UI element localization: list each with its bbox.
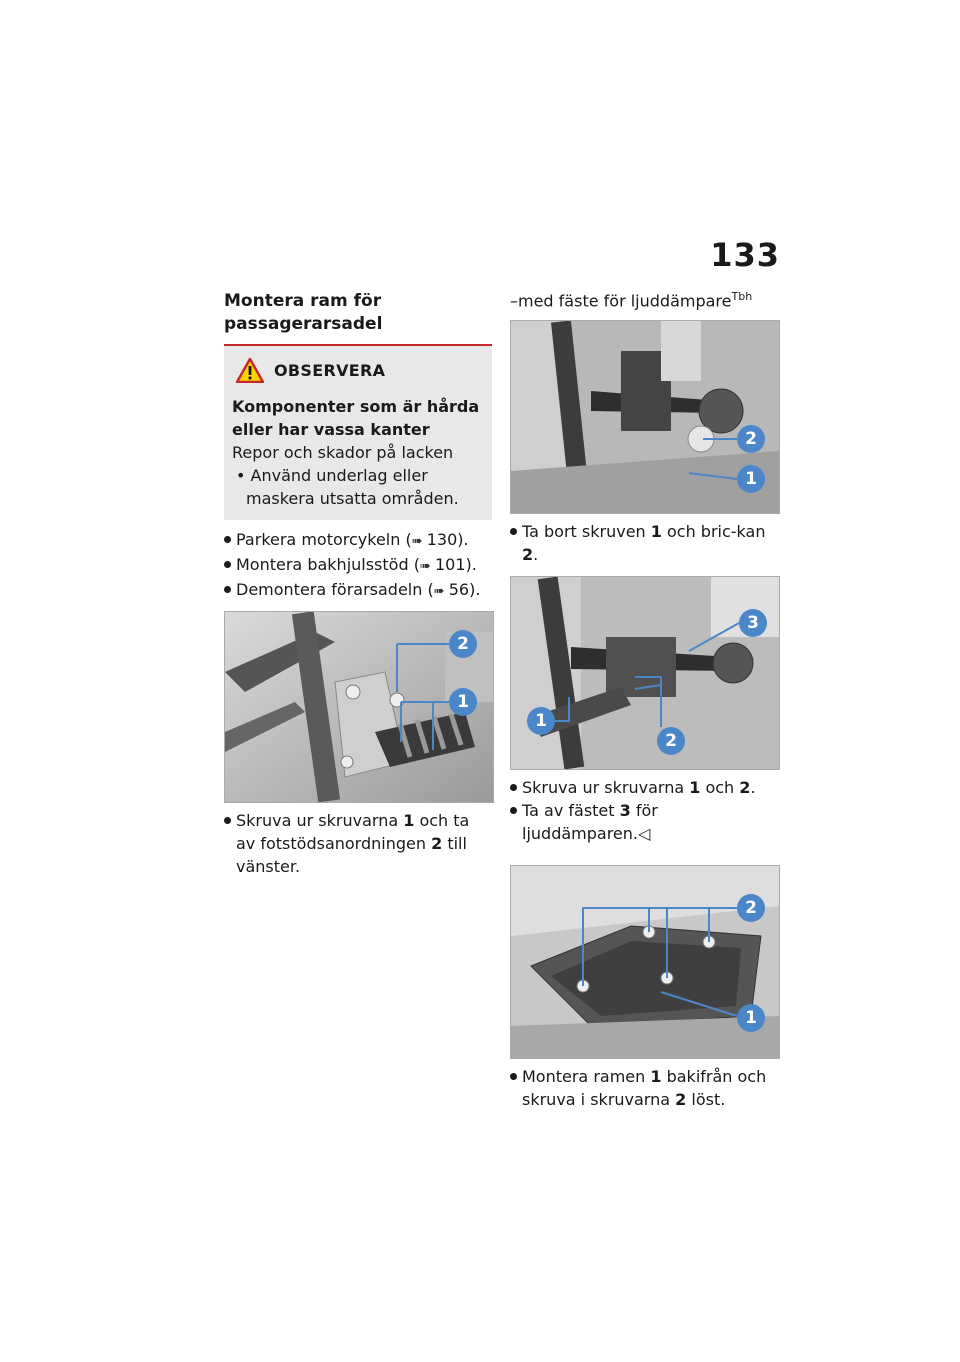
step-text: och bbox=[700, 778, 740, 798]
step-text: Ta av fästet bbox=[522, 801, 620, 821]
callout-layer bbox=[511, 866, 779, 1058]
variant-text: med fäste för ljuddämpare bbox=[518, 291, 732, 311]
ref-number: 1 bbox=[403, 811, 415, 830]
bullet-dot bbox=[224, 586, 231, 593]
bullet-dot bbox=[224, 561, 231, 568]
figure-muffler-bracket bbox=[510, 576, 780, 770]
step-remove-seat bbox=[224, 578, 492, 603]
step-text: Parkera motorcykeln ( bbox=[236, 530, 412, 549]
callout-1: 1 bbox=[737, 465, 765, 493]
step-text: och bric-kan bbox=[661, 522, 766, 542]
warning-bullet: • Använd underlag eller maskera utsatta områden. bbox=[236, 466, 459, 508]
reference-arrow-icon: ➠ bbox=[419, 559, 435, 574]
callout-lines bbox=[511, 866, 779, 1058]
bullet-dot bbox=[510, 784, 517, 791]
ref-number: 1 bbox=[689, 778, 701, 798]
warning-header bbox=[236, 358, 484, 383]
ref-number: 2 bbox=[739, 778, 751, 798]
callout-layer bbox=[225, 612, 493, 802]
page-number: 133 bbox=[710, 236, 780, 274]
warning-text: Repor och skador på lacken bbox=[232, 443, 454, 462]
step-text: löst. bbox=[686, 1090, 726, 1110]
step-unscrew-bolts bbox=[510, 776, 780, 799]
variant-line: –med fäste för ljuddämpare$^{Tbh}$ bbox=[510, 290, 753, 311]
step-text: Demontera förarsadeln ( bbox=[236, 580, 434, 599]
bullet-dot bbox=[510, 528, 517, 535]
ref-number: 1 bbox=[650, 522, 662, 542]
reference-arrow-icon: ➠ bbox=[433, 584, 449, 599]
left-column bbox=[224, 286, 492, 878]
ref-number: 2 bbox=[522, 545, 534, 565]
end-of-procedure-icon: ◁ bbox=[638, 824, 651, 844]
warning-box bbox=[224, 346, 492, 520]
ref-number: 2 bbox=[675, 1090, 687, 1110]
step-remove-screw bbox=[510, 520, 780, 566]
page-reference-link[interactable]: 56 bbox=[448, 580, 470, 599]
callout-layer bbox=[511, 577, 779, 769]
step-text: Ta bort skruven bbox=[522, 522, 651, 542]
step-rear-stand bbox=[224, 553, 492, 578]
step-text: Montera bakhjulsstöd ( bbox=[236, 555, 420, 574]
callout-3: 3 bbox=[739, 609, 767, 637]
section-title: Montera ram för passagerarsadel bbox=[224, 291, 383, 334]
variant-superscript: Tbh bbox=[731, 290, 753, 303]
callout-2: 2 bbox=[737, 894, 765, 922]
step-end: ). bbox=[457, 530, 469, 549]
step-text: Montera ramen bbox=[522, 1067, 651, 1087]
callout-2: 2 bbox=[657, 727, 685, 755]
step-text: till vänster. bbox=[236, 834, 467, 876]
step-remove-bracket bbox=[510, 799, 780, 845]
callout-2: 2 bbox=[449, 630, 477, 658]
warning-heading: Komponenter som är hårda eller har vassa kanter bbox=[232, 397, 480, 439]
callout-1: 1 bbox=[449, 688, 477, 716]
callout-layer bbox=[511, 321, 779, 513]
step-text: . bbox=[533, 545, 539, 565]
bullet-dot bbox=[510, 807, 517, 814]
step-text: bakifrån och skruva i skruvarna bbox=[522, 1067, 767, 1110]
warning-bullet-text: Använd underlag eller maskera utsatta områden. bbox=[246, 466, 459, 508]
page-reference-link[interactable]: 130 bbox=[426, 530, 458, 549]
bullet-dot bbox=[224, 536, 231, 543]
step-end: ). bbox=[465, 555, 477, 574]
right-column bbox=[510, 286, 780, 1111]
reference-arrow-icon: ➠ bbox=[411, 534, 427, 549]
callout-1: 1 bbox=[737, 1004, 765, 1032]
step-text: . bbox=[750, 778, 756, 798]
step-remove-footrest bbox=[224, 809, 492, 878]
step-text: Skruva ur skruvarna bbox=[522, 778, 690, 798]
ref-number: 3 bbox=[619, 801, 631, 821]
warning-label: OBSERVERA bbox=[274, 361, 386, 380]
callout-1: 1 bbox=[527, 707, 555, 735]
step-text: för ljuddämparen. bbox=[522, 801, 658, 844]
callout-2: 2 bbox=[737, 425, 765, 453]
page-reference-link[interactable]: 101 bbox=[434, 555, 466, 574]
figure-screw-washer bbox=[510, 320, 780, 514]
bullet-dot bbox=[510, 1073, 517, 1080]
step-text: Skruva ur skruvarna bbox=[236, 811, 404, 830]
step-text: och ta av fotstödsanordningen bbox=[236, 811, 470, 853]
callout-lines bbox=[511, 577, 779, 769]
step-mount-frame bbox=[510, 1065, 780, 1111]
figure-footrest bbox=[224, 611, 494, 803]
bullet-dot bbox=[224, 817, 231, 824]
ref-number: 2 bbox=[431, 834, 443, 853]
step-end: ). bbox=[469, 580, 481, 599]
figure-frame-mount bbox=[510, 865, 780, 1059]
warning-triangle-icon bbox=[236, 358, 264, 383]
step-park bbox=[224, 528, 492, 553]
ref-number: 1 bbox=[650, 1067, 662, 1087]
